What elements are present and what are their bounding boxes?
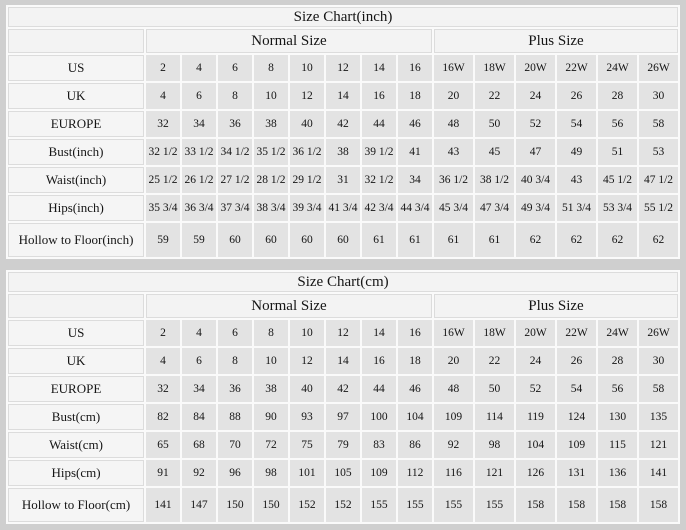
size-value-cell: 62 bbox=[557, 223, 596, 257]
size-value-cell: 68 bbox=[182, 432, 216, 458]
size-value-cell: 90 bbox=[254, 404, 288, 430]
size-value-cell: 61 bbox=[475, 223, 514, 257]
size-value-cell: 91 bbox=[146, 460, 180, 486]
size-value-cell: 42 bbox=[326, 376, 360, 402]
size-value-cell: 61 bbox=[362, 223, 396, 257]
size-value-cell: 36 1/2 bbox=[290, 139, 324, 165]
size-value-cell: 62 bbox=[516, 223, 555, 257]
size-value-cell: 10 bbox=[290, 320, 324, 346]
size-value-cell: 10 bbox=[254, 83, 288, 109]
size-value-cell: 37 3/4 bbox=[218, 195, 252, 221]
size-value-cell: 20 bbox=[434, 348, 473, 374]
size-value-cell: 38 3/4 bbox=[254, 195, 288, 221]
size-value-cell: 52 bbox=[516, 111, 555, 137]
size-value-cell: 60 bbox=[290, 223, 324, 257]
size-value-cell: 26 bbox=[557, 348, 596, 374]
size-chart-cm-table bbox=[6, 270, 680, 524]
table-row bbox=[8, 195, 678, 221]
size-value-cell: 30 bbox=[639, 83, 678, 109]
size-value-cell: 38 bbox=[326, 139, 360, 165]
corner-cell bbox=[8, 294, 144, 318]
table-row bbox=[8, 320, 678, 346]
size-value-cell: 47 bbox=[516, 139, 555, 165]
size-value-cell: 155 bbox=[434, 488, 473, 522]
size-value-cell: 47 3/4 bbox=[475, 195, 514, 221]
size-value-cell: 39 1/2 bbox=[362, 139, 396, 165]
size-value-cell: 43 bbox=[434, 139, 473, 165]
size-value-cell: 14 bbox=[362, 320, 396, 346]
size-value-cell: 34 bbox=[398, 167, 432, 193]
size-value-cell: 2 bbox=[146, 320, 180, 346]
size-value-cell: 44 bbox=[362, 111, 396, 137]
size-value-cell: 92 bbox=[182, 460, 216, 486]
size-value-cell: 28 1/2 bbox=[254, 167, 288, 193]
size-value-cell: 61 bbox=[434, 223, 473, 257]
row-label: Hips(cm) bbox=[8, 460, 144, 486]
size-value-cell: 39 3/4 bbox=[290, 195, 324, 221]
size-value-cell: 155 bbox=[398, 488, 432, 522]
size-value-cell: 4 bbox=[182, 320, 216, 346]
size-value-cell: 152 bbox=[326, 488, 360, 522]
table-row bbox=[8, 376, 678, 402]
size-value-cell: 104 bbox=[516, 432, 555, 458]
size-value-cell: 2 bbox=[146, 55, 180, 81]
size-value-cell: 101 bbox=[290, 460, 324, 486]
size-value-cell: 27 1/2 bbox=[218, 167, 252, 193]
size-value-cell: 41 3/4 bbox=[326, 195, 360, 221]
size-value-cell: 150 bbox=[254, 488, 288, 522]
size-value-cell: 105 bbox=[326, 460, 360, 486]
size-value-cell: 88 bbox=[218, 404, 252, 430]
row-label: Bust(inch) bbox=[8, 139, 144, 165]
size-chart-tables bbox=[0, 5, 686, 524]
size-value-cell: 28 bbox=[598, 348, 637, 374]
size-value-cell: 62 bbox=[598, 223, 637, 257]
size-value-cell: 45 bbox=[475, 139, 514, 165]
size-value-cell: 38 bbox=[254, 376, 288, 402]
size-value-cell: 25 1/2 bbox=[146, 167, 180, 193]
group-header-plus-size: Plus Size bbox=[434, 29, 678, 53]
size-value-cell: 34 bbox=[182, 111, 216, 137]
size-value-cell: 22W bbox=[557, 55, 596, 81]
size-value-cell: 115 bbox=[598, 432, 637, 458]
size-value-cell: 20W bbox=[516, 55, 555, 81]
size-value-cell: 29 1/2 bbox=[290, 167, 324, 193]
size-value-cell: 70 bbox=[218, 432, 252, 458]
size-value-cell: 59 bbox=[146, 223, 180, 257]
size-value-cell: 104 bbox=[398, 404, 432, 430]
size-value-cell: 98 bbox=[254, 460, 288, 486]
size-value-cell: 38 1/2 bbox=[475, 167, 514, 193]
size-value-cell: 12 bbox=[290, 348, 324, 374]
size-value-cell: 116 bbox=[434, 460, 473, 486]
size-value-cell: 8 bbox=[218, 83, 252, 109]
size-value-cell: 20W bbox=[516, 320, 555, 346]
table-row bbox=[8, 488, 678, 522]
size-value-cell: 82 bbox=[146, 404, 180, 430]
size-value-cell: 75 bbox=[290, 432, 324, 458]
size-value-cell: 158 bbox=[598, 488, 637, 522]
size-value-cell: 53 3/4 bbox=[598, 195, 637, 221]
size-value-cell: 33 1/2 bbox=[182, 139, 216, 165]
table-row bbox=[8, 167, 678, 193]
corner-cell bbox=[8, 29, 144, 53]
size-value-cell: 16 bbox=[398, 320, 432, 346]
size-value-cell: 158 bbox=[516, 488, 555, 522]
size-value-cell: 10 bbox=[254, 348, 288, 374]
size-value-cell: 4 bbox=[146, 348, 180, 374]
size-value-cell: 130 bbox=[598, 404, 637, 430]
group-header-normal-size: Normal Size bbox=[146, 294, 432, 318]
size-value-cell: 58 bbox=[639, 376, 678, 402]
size-value-cell: 47 1/2 bbox=[639, 167, 678, 193]
size-value-cell: 18W bbox=[475, 320, 514, 346]
size-value-cell: 34 bbox=[182, 376, 216, 402]
table-row bbox=[8, 223, 678, 257]
size-value-cell: 60 bbox=[254, 223, 288, 257]
size-value-cell: 83 bbox=[362, 432, 396, 458]
size-value-cell: 158 bbox=[557, 488, 596, 522]
size-value-cell: 98 bbox=[475, 432, 514, 458]
row-label: Waist(cm) bbox=[8, 432, 144, 458]
size-value-cell: 97 bbox=[326, 404, 360, 430]
size-value-cell: 36 1/2 bbox=[434, 167, 473, 193]
size-value-cell: 22 bbox=[475, 83, 514, 109]
size-value-cell: 14 bbox=[362, 55, 396, 81]
row-label: UK bbox=[8, 348, 144, 374]
size-value-cell: 26 bbox=[557, 83, 596, 109]
size-value-cell: 44 bbox=[362, 376, 396, 402]
size-value-cell: 141 bbox=[639, 460, 678, 486]
size-value-cell: 12 bbox=[326, 55, 360, 81]
size-value-cell: 49 bbox=[557, 139, 596, 165]
size-value-cell: 32 1/2 bbox=[362, 167, 396, 193]
size-value-cell: 112 bbox=[398, 460, 432, 486]
size-value-cell: 121 bbox=[475, 460, 514, 486]
row-label: Hollow to Floor(inch) bbox=[8, 223, 144, 257]
size-value-cell: 152 bbox=[290, 488, 324, 522]
size-value-cell: 36 bbox=[218, 111, 252, 137]
size-value-cell: 4 bbox=[146, 83, 180, 109]
size-value-cell: 8 bbox=[254, 55, 288, 81]
size-value-cell: 135 bbox=[639, 404, 678, 430]
size-value-cell: 6 bbox=[218, 320, 252, 346]
row-label: US bbox=[8, 320, 144, 346]
size-value-cell: 48 bbox=[434, 376, 473, 402]
size-value-cell: 32 1/2 bbox=[146, 139, 180, 165]
size-value-cell: 36 3/4 bbox=[182, 195, 216, 221]
size-value-cell: 40 bbox=[290, 376, 324, 402]
size-value-cell: 50 bbox=[475, 111, 514, 137]
size-value-cell: 136 bbox=[598, 460, 637, 486]
size-value-cell: 109 bbox=[362, 460, 396, 486]
size-value-cell: 124 bbox=[557, 404, 596, 430]
size-value-cell: 16W bbox=[434, 320, 473, 346]
size-value-cell: 50 bbox=[475, 376, 514, 402]
size-value-cell: 30 bbox=[639, 348, 678, 374]
table-row bbox=[8, 432, 678, 458]
table-row bbox=[8, 460, 678, 486]
size-value-cell: 60 bbox=[326, 223, 360, 257]
size-value-cell: 56 bbox=[598, 111, 637, 137]
size-value-cell: 42 bbox=[326, 111, 360, 137]
size-value-cell: 40 3/4 bbox=[516, 167, 555, 193]
size-value-cell: 4 bbox=[182, 55, 216, 81]
size-value-cell: 158 bbox=[639, 488, 678, 522]
size-value-cell: 119 bbox=[516, 404, 555, 430]
size-value-cell: 24 bbox=[516, 83, 555, 109]
size-value-cell: 52 bbox=[516, 376, 555, 402]
size-value-cell: 131 bbox=[557, 460, 596, 486]
size-value-cell: 32 bbox=[146, 376, 180, 402]
size-value-cell: 16 bbox=[362, 83, 396, 109]
size-value-cell: 6 bbox=[182, 348, 216, 374]
size-value-cell: 141 bbox=[146, 488, 180, 522]
size-value-cell: 60 bbox=[218, 223, 252, 257]
size-value-cell: 79 bbox=[326, 432, 360, 458]
size-value-cell: 59 bbox=[182, 223, 216, 257]
size-value-cell: 48 bbox=[434, 111, 473, 137]
size-value-cell: 42 3/4 bbox=[362, 195, 396, 221]
size-chart-inch-table bbox=[6, 5, 680, 259]
size-value-cell: 36 bbox=[218, 376, 252, 402]
size-value-cell: 24 bbox=[516, 348, 555, 374]
size-value-cell: 96 bbox=[218, 460, 252, 486]
size-value-cell: 18 bbox=[398, 83, 432, 109]
size-value-cell: 16 bbox=[398, 55, 432, 81]
size-value-cell: 84 bbox=[182, 404, 216, 430]
size-value-cell: 155 bbox=[362, 488, 396, 522]
table-row bbox=[8, 404, 678, 430]
table-row bbox=[8, 348, 678, 374]
size-value-cell: 56 bbox=[598, 376, 637, 402]
table-title: Size Chart(cm) bbox=[8, 272, 678, 292]
size-value-cell: 155 bbox=[475, 488, 514, 522]
size-value-cell: 121 bbox=[639, 432, 678, 458]
size-value-cell: 58 bbox=[639, 111, 678, 137]
size-value-cell: 35 1/2 bbox=[254, 139, 288, 165]
size-value-cell: 6 bbox=[182, 83, 216, 109]
size-value-cell: 126 bbox=[516, 460, 555, 486]
size-value-cell: 54 bbox=[557, 111, 596, 137]
size-value-cell: 49 3/4 bbox=[516, 195, 555, 221]
size-value-cell: 38 bbox=[254, 111, 288, 137]
size-value-cell: 114 bbox=[475, 404, 514, 430]
size-value-cell: 109 bbox=[434, 404, 473, 430]
row-label: UK bbox=[8, 83, 144, 109]
size-value-cell: 16 bbox=[362, 348, 396, 374]
size-value-cell: 43 bbox=[557, 167, 596, 193]
table-row bbox=[8, 55, 678, 81]
row-label: Hips(inch) bbox=[8, 195, 144, 221]
row-label: Hollow to Floor(cm) bbox=[8, 488, 144, 522]
size-value-cell: 46 bbox=[398, 111, 432, 137]
size-value-cell: 109 bbox=[557, 432, 596, 458]
size-value-cell: 20 bbox=[434, 83, 473, 109]
size-value-cell: 6 bbox=[218, 55, 252, 81]
size-value-cell: 18 bbox=[398, 348, 432, 374]
size-value-cell: 28 bbox=[598, 83, 637, 109]
row-label: US bbox=[8, 55, 144, 81]
size-value-cell: 16W bbox=[434, 55, 473, 81]
size-value-cell: 24W bbox=[598, 320, 637, 346]
size-value-cell: 40 bbox=[290, 111, 324, 137]
size-value-cell: 45 3/4 bbox=[434, 195, 473, 221]
row-label: EUROPE bbox=[8, 111, 144, 137]
size-value-cell: 35 3/4 bbox=[146, 195, 180, 221]
row-label: Bust(cm) bbox=[8, 404, 144, 430]
group-header-plus-size: Plus Size bbox=[434, 294, 678, 318]
size-value-cell: 8 bbox=[254, 320, 288, 346]
size-value-cell: 8 bbox=[218, 348, 252, 374]
table-row bbox=[8, 83, 678, 109]
size-value-cell: 46 bbox=[398, 376, 432, 402]
table-row bbox=[8, 139, 678, 165]
size-value-cell: 92 bbox=[434, 432, 473, 458]
size-value-cell: 31 bbox=[326, 167, 360, 193]
size-value-cell: 14 bbox=[326, 348, 360, 374]
size-value-cell: 147 bbox=[182, 488, 216, 522]
row-label: Waist(inch) bbox=[8, 167, 144, 193]
size-value-cell: 86 bbox=[398, 432, 432, 458]
size-value-cell: 53 bbox=[639, 139, 678, 165]
size-value-cell: 12 bbox=[326, 320, 360, 346]
size-value-cell: 51 3/4 bbox=[557, 195, 596, 221]
size-value-cell: 45 1/2 bbox=[598, 167, 637, 193]
row-label: EUROPE bbox=[8, 376, 144, 402]
size-value-cell: 93 bbox=[290, 404, 324, 430]
size-value-cell: 62 bbox=[639, 223, 678, 257]
group-header-normal-size: Normal Size bbox=[146, 29, 432, 53]
size-value-cell: 24W bbox=[598, 55, 637, 81]
size-value-cell: 72 bbox=[254, 432, 288, 458]
size-value-cell: 26 1/2 bbox=[182, 167, 216, 193]
size-value-cell: 32 bbox=[146, 111, 180, 137]
size-value-cell: 65 bbox=[146, 432, 180, 458]
size-value-cell: 41 bbox=[398, 139, 432, 165]
size-value-cell: 18W bbox=[475, 55, 514, 81]
size-value-cell: 12 bbox=[290, 83, 324, 109]
size-value-cell: 34 1/2 bbox=[218, 139, 252, 165]
table-row bbox=[8, 111, 678, 137]
size-value-cell: 51 bbox=[598, 139, 637, 165]
size-value-cell: 22W bbox=[557, 320, 596, 346]
size-value-cell: 55 1/2 bbox=[639, 195, 678, 221]
size-value-cell: 150 bbox=[218, 488, 252, 522]
size-value-cell: 44 3/4 bbox=[398, 195, 432, 221]
size-value-cell: 22 bbox=[475, 348, 514, 374]
size-value-cell: 26W bbox=[639, 55, 678, 81]
size-value-cell: 100 bbox=[362, 404, 396, 430]
size-value-cell: 14 bbox=[326, 83, 360, 109]
table-title: Size Chart(inch) bbox=[8, 7, 678, 27]
size-value-cell: 54 bbox=[557, 376, 596, 402]
size-value-cell: 61 bbox=[398, 223, 432, 257]
size-value-cell: 26W bbox=[639, 320, 678, 346]
size-value-cell: 10 bbox=[290, 55, 324, 81]
